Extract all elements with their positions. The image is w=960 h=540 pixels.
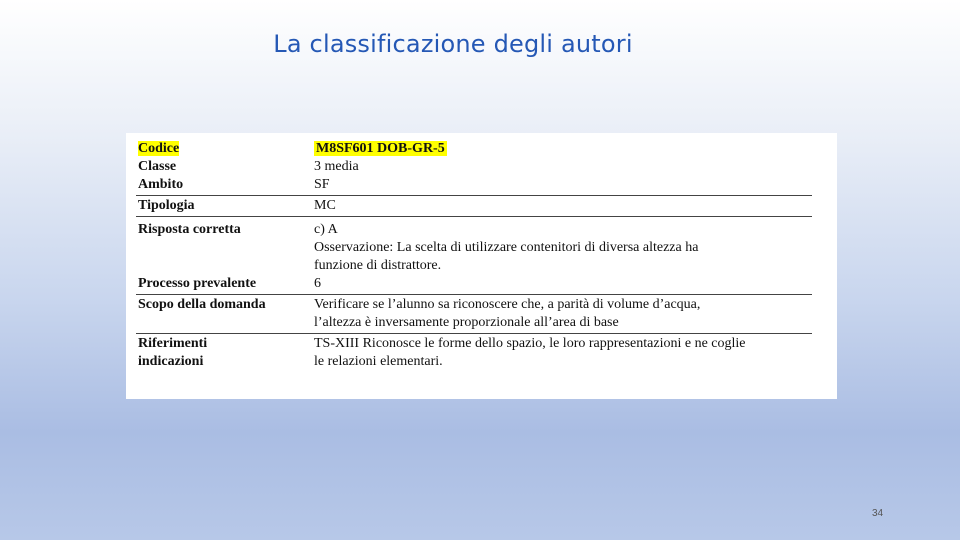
ambito-label: Ambito [138, 177, 184, 192]
risposta-label: Risposta corretta [138, 222, 241, 237]
riferimenti-label-line-2: indicazioni [138, 354, 204, 369]
header-labels-cell [136, 139, 308, 196]
processo-label: Processo prevalente [138, 276, 257, 291]
tipologia-label: Tipologia [136, 196, 308, 217]
riferimenti-line-1: TS-XIII Riconosce le forme dello spazio, le loro rappresentazioni e ne coglie [314, 336, 746, 351]
ambito-value: SF [314, 177, 330, 192]
scopo-line-1: Verificare se l’alunno sa riconoscere che, a parità di volume d’acqua, [314, 297, 701, 312]
table-row-riferimenti [136, 334, 812, 373]
scopo-values-cell [308, 295, 812, 334]
classe-value: 3 media [314, 159, 359, 174]
slide-title: La classificazione degli autori [273, 30, 633, 58]
item-card-table [136, 139, 812, 372]
table-row-risposta [136, 217, 812, 295]
header-values-cell [308, 139, 812, 196]
tipologia-value: MC [308, 196, 812, 217]
scopo-line-2: l’altezza è inversamente proporzionale all’area di base [314, 315, 619, 330]
table-row-header [136, 139, 812, 196]
page-number: 34 [872, 508, 884, 519]
codice-value: M8SF601 DOB-GR-5 [316, 141, 445, 156]
riferimenti-line-2: le relazioni elementari. [314, 354, 443, 369]
scopo-label: Scopo della domanda [136, 295, 308, 334]
osservazione-line-1: Osservazione: La scelta di utilizzare contenitori di diversa altezza ha [314, 240, 699, 255]
table-row-tipologia [136, 196, 812, 217]
osservazione-line-2: funzione di distrattore. [314, 258, 442, 273]
processo-value: 6 [314, 276, 321, 291]
riferimenti-label-line-1: Riferimenti [138, 336, 208, 351]
riferimenti-values-cell [308, 334, 812, 373]
item-card-image [126, 133, 837, 399]
classe-label: Classe [138, 159, 177, 174]
risposta-value: c) A [314, 222, 338, 237]
risposta-labels-cell [136, 217, 308, 295]
codice-label: Codice [138, 141, 180, 156]
table-row-scopo [136, 295, 812, 334]
riferimenti-labels-cell [136, 334, 308, 373]
risposta-values-cell [308, 217, 812, 295]
